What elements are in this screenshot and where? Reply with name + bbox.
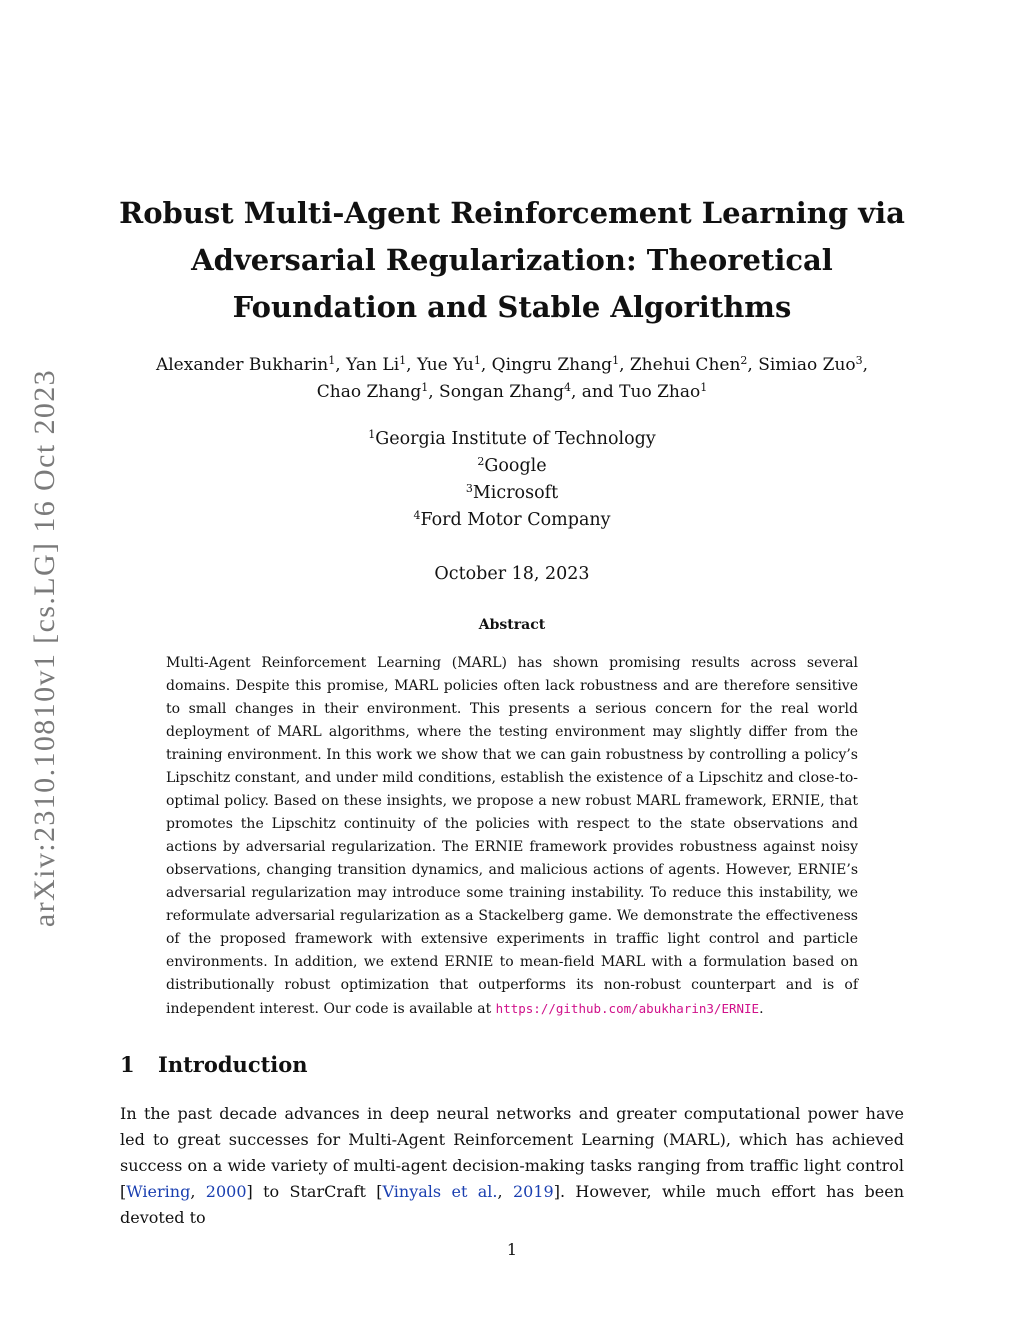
intro-text: ] to StarCraft [ (246, 1182, 383, 1201)
page-number: 1 (506, 1240, 518, 1259)
introduction-paragraph (120, 1101, 904, 1231)
author-name: Alexander Bukharin (155, 355, 329, 375)
abstract-text (166, 652, 858, 1021)
affiliation-mark: 2 (477, 454, 485, 468)
author-separator: , (406, 355, 417, 375)
affiliation-name: Google (484, 456, 547, 476)
section-number: 1 (120, 1052, 135, 1077)
author-name: Yue Yu (416, 355, 474, 375)
author-name: Tuo Zhao (619, 382, 701, 402)
affiliation-mark: 3 (465, 481, 473, 495)
affiliation-item (310, 426, 714, 453)
citation-link-vinyals[interactable]: Vinyals et al. (382, 1182, 498, 1201)
affiliation-name: Ford Motor Company (420, 510, 611, 530)
author-affiliation-mark: 1 (473, 353, 481, 367)
author-separator: , (480, 355, 492, 375)
author-affiliation-mark: 1 (612, 353, 620, 367)
affiliation-mark: 4 (413, 508, 421, 522)
citation-year-link[interactable]: 2019 (512, 1182, 554, 1201)
intro-text: ]. However, while much effort has been devoted to (120, 1182, 905, 1227)
paper-title: Robust Multi-Agent Reinforcement Learning via Adversarial Regularization: Theoretical Foundation and Stable Algorithms (119, 196, 905, 324)
affiliation-list (310, 426, 714, 534)
affiliation-item (310, 507, 714, 534)
author-affiliation-mark: 4 (563, 380, 571, 394)
author-affiliation-mark: 3 (855, 353, 863, 367)
author-separator: , and (570, 382, 620, 402)
abstract-paragraph: Multi-Agent Reinforcement Learning (MARL) has shown promising results across several domains. Despite this promise, MARL policies often lack robustness and are therefore sensitive to small changes in their environment. This presents a serious concern for the real world deployment of MARL algorithms, where the testing environment may slightly differ from the training environment. In this work we show that we can gain robustness by controlling a policy’s Lipschitz constant, and under mild conditions, establish the existence of a Lipschitz and close-to-optimal policy. Based on these insights, we propose a new robust MARL framework, ERNIE, that promotes the Lipschitz continuity of the policies with respect to the state observations and actions by adversarial regularization. The ERNIE framework provides robustness against noisy observations, changing transition dynamics, and malicious actions of agents. However, ERNIE’s adversarial regularization may introduce some training instability. To reduce this instability, we reformulate adversarial regularization as a Stackelberg game. We demonstrate the effectiveness of the proposed framework with extensive experiments in traffic light control and particle environments. In addition, we extend ERNIE to mean-field MARL with a formulation based on distributionally robust optimization that outperforms its non-robust counterpart and is of independent interest. Our code is available at (166, 655, 858, 1017)
author-name: Zhehui Chen (629, 355, 741, 375)
author-name: Simiao Zuo (758, 355, 856, 375)
abstract-heading: Abstract (478, 617, 546, 633)
author-separator: , (428, 382, 440, 402)
citation-separator: , (497, 1182, 513, 1201)
affiliation-mark: 1 (368, 427, 376, 441)
author-separator: , (747, 355, 759, 375)
author-affiliation-mark: 1 (700, 380, 708, 394)
author-affiliation-mark: 1 (328, 353, 336, 367)
citation-separator: , (190, 1182, 206, 1201)
citation-link-wiering[interactable]: Wiering (126, 1182, 191, 1201)
publication-date: October 18, 2023 (434, 564, 590, 584)
author-separator: , (335, 355, 347, 375)
abstract-end-punctuation: . (759, 1001, 764, 1017)
affiliation-item (310, 480, 714, 507)
citation-year-link[interactable]: 2000 (205, 1182, 247, 1201)
author-name: Songan Zhang (439, 382, 564, 402)
author-name: Chao Zhang (316, 382, 422, 402)
author-affiliation-mark: 1 (421, 380, 429, 394)
section-title: Introduction (158, 1052, 308, 1077)
author-separator: , (862, 355, 869, 375)
intro-text: In the past decade advances in deep neural networks and greater computational power have led to great successes for Multi-Agent Reinforcement Learning (MARL), which has achieved success on a wide variety of multi-agent decision-making tasks ranging from traffic light control [ (120, 1104, 904, 1201)
author-name: Qingru Zhang (491, 355, 613, 375)
author-affiliation-mark: 2 (740, 353, 748, 367)
affiliation-item (310, 453, 714, 480)
section-heading-introduction (120, 1052, 308, 1077)
arxiv-identifier-stamp: arXiv:2310.10810v1 [cs.LG] 16 Oct 2023 (28, 368, 61, 928)
affiliation-name: Georgia Institute of Technology (375, 429, 656, 449)
author-list (110, 352, 914, 406)
author-separator: , (619, 355, 630, 375)
author-affiliation-mark: 1 (399, 353, 407, 367)
author-name: Yan Li (346, 355, 400, 375)
code-repository-link[interactable]: https://github.com/abukharin3/ERNIE (495, 1001, 760, 1016)
affiliation-name: Microsoft (472, 483, 559, 503)
